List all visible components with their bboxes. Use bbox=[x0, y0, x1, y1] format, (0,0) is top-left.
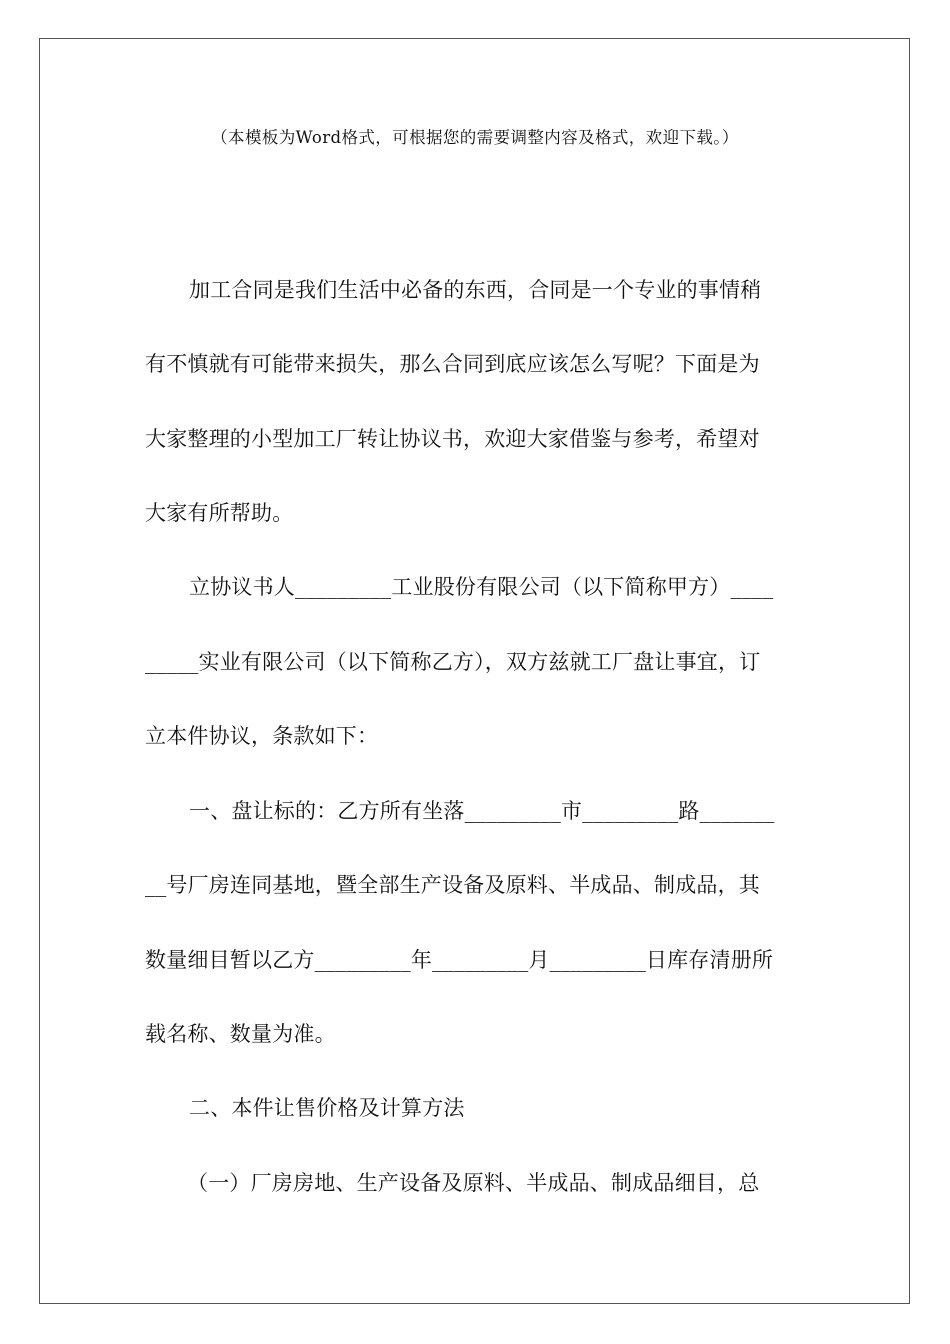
paragraph-line: 加工合同是我们生活中必备的东西，合同是一个专业的事情稍 bbox=[189, 278, 762, 302]
section-heading-line: 一、盘让标的：乙方所有坐落_________市_________路_______ bbox=[189, 799, 775, 823]
paragraph-line: 数量细目暂以乙方_________年_________月_________日库存清册所 bbox=[145, 948, 774, 972]
paragraph-line: 载名称、数量为准。 bbox=[145, 1022, 336, 1046]
paragraph-line: _____实业有限公司（以下简称乙方），双方兹就工厂盘让事宜，订 bbox=[145, 650, 761, 674]
section-heading-line: 二、本件让售价格及计算方法 bbox=[189, 1096, 465, 1120]
paragraph-line: （一）厂房房地、生产设备及原料、半成品、制成品细目，总 bbox=[187, 1171, 760, 1195]
paragraph-line: 大家有所帮助。 bbox=[145, 501, 294, 525]
paragraph-line: 有不慎就有可能带来损失，那么合同到底应该怎么写呢？下面是为 bbox=[145, 352, 760, 376]
paragraph-line: 立协议书人_________工业股份有限公司（以下简称甲方）____ bbox=[189, 575, 774, 599]
template-notice: （本模板为Word格式，可根据您的需要调整内容及格式，欢迎下载。） bbox=[211, 128, 739, 147]
paragraph-line: 大家整理的小型加工厂转让协议书，欢迎大家借鉴与参考，希望对 bbox=[145, 427, 760, 451]
paragraph-line: 立本件协议，条款如下： bbox=[145, 724, 379, 748]
paragraph-line: __号厂房连同基地，暨全部生产设备及原料、半成品、制成品，其 bbox=[145, 873, 760, 897]
